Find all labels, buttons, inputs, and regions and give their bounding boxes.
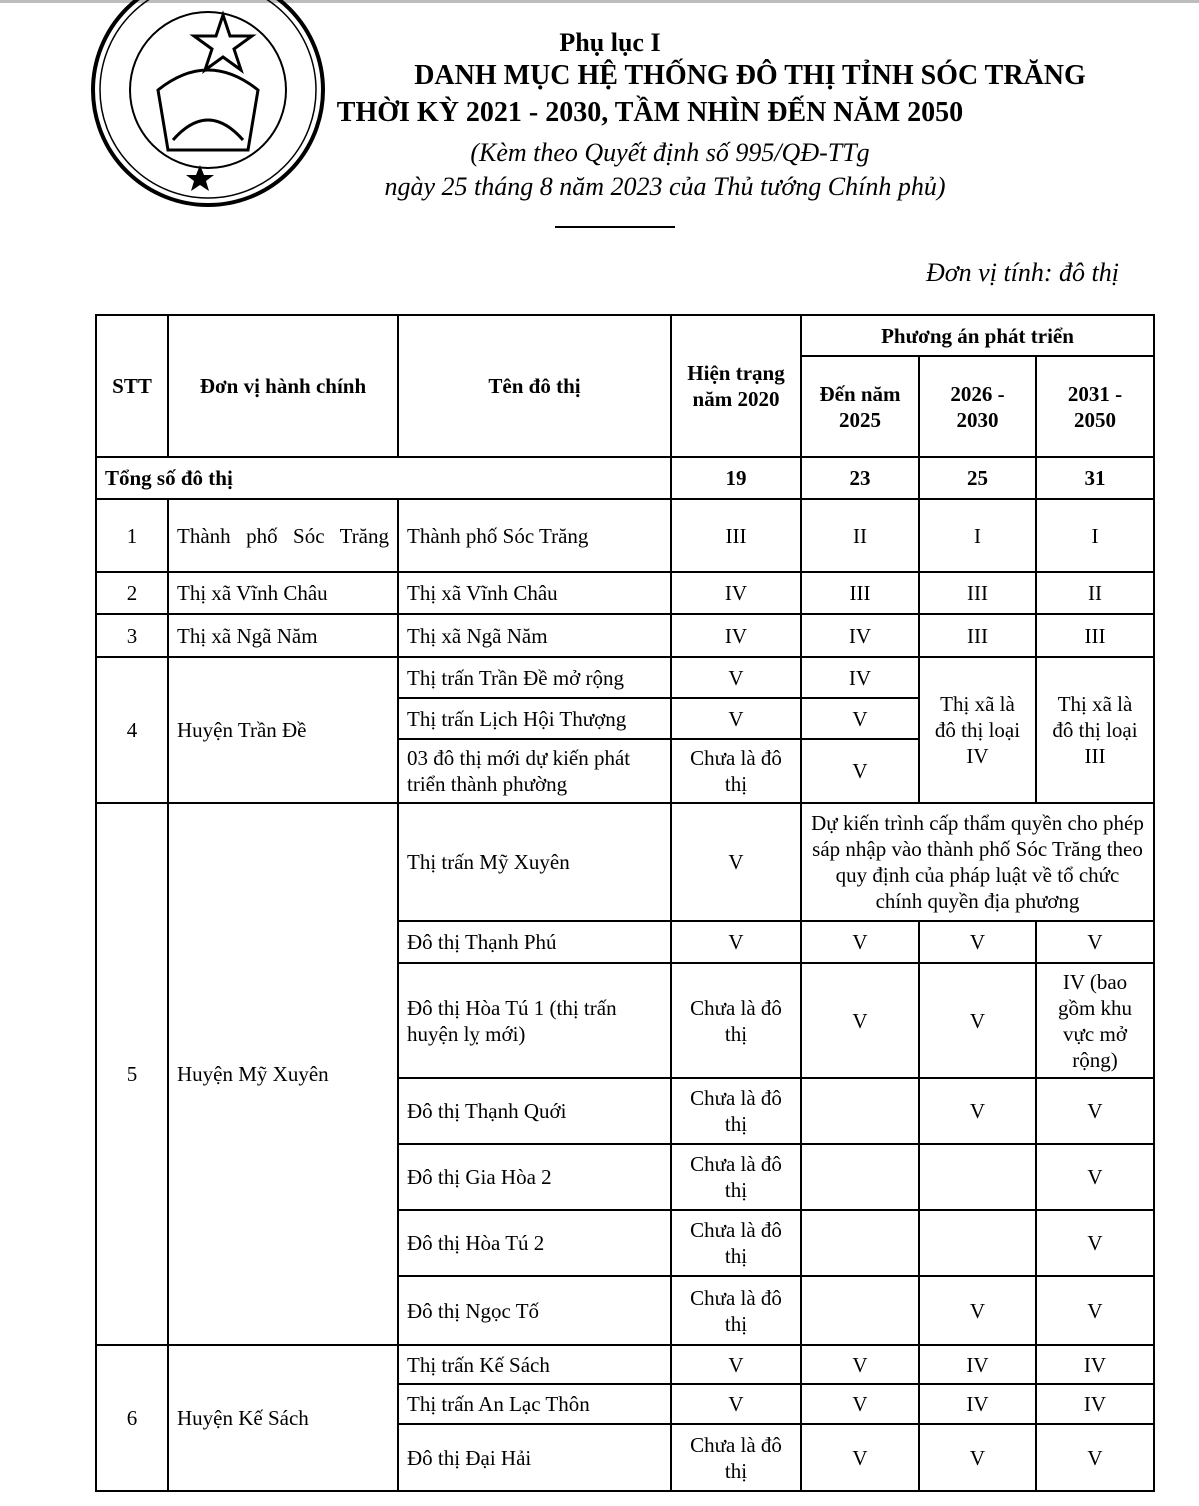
- cell: V: [1036, 1210, 1154, 1276]
- cell-merged: Thị xã là đô thị loại IV: [919, 657, 1036, 803]
- cell: Chưa là đô thị: [671, 1276, 801, 1345]
- cell: IV: [801, 657, 919, 698]
- cell-stt: 3: [96, 614, 168, 657]
- cell-name: Đô thị Thạnh Phú: [398, 921, 671, 963]
- cell: III: [919, 614, 1036, 657]
- header-by-2025: Đến năm 2025: [801, 356, 919, 457]
- cell: V: [801, 1384, 919, 1424]
- subtitle-line1: (Kèm theo Quyết định số 995/QĐ-TTg: [470, 138, 870, 167]
- cell-unit: Huyện Trần Đề: [168, 657, 398, 803]
- cell: V: [671, 921, 801, 963]
- table-row: [96, 572, 1154, 614]
- cell: Chưa là đô thị: [671, 739, 801, 803]
- cell: V: [1036, 921, 1154, 963]
- cell: V: [1036, 1144, 1154, 1210]
- cell-unit-text: Thành phố Sóc Trăng: [177, 523, 389, 548]
- cell: [801, 1144, 919, 1210]
- cell-stt: 6: [96, 1345, 168, 1491]
- cell: IV: [1036, 1384, 1154, 1424]
- table-row: [96, 657, 1154, 698]
- cell-stt: 4: [96, 657, 168, 803]
- unit-label: Đơn vị tính: đô thị: [926, 258, 1119, 287]
- cell-name: Đô thị Ngọc Tố: [398, 1276, 671, 1345]
- cell-name: 03 đô thị mới dự kiến phát triển thành phường: [398, 739, 671, 803]
- table-row: [96, 614, 1154, 657]
- cell: V: [801, 963, 919, 1078]
- subtitle-line2: ngày 25 tháng 8 năm 2023 của Thủ tướng Chính phủ): [384, 172, 946, 201]
- total-label: Tổng số đô thị: [96, 457, 671, 499]
- cell: V: [919, 963, 1036, 1078]
- cell: 23: [801, 457, 919, 499]
- total-row: [96, 457, 1154, 499]
- cell-merged-note: Dự kiến trình cấp thẩm quyền cho phép sáp nhập vào thành phố Sóc Trăng theo quy định của pháp luật về tổ chức chính quyền địa phương: [801, 803, 1154, 921]
- cell: V: [801, 1424, 919, 1491]
- cell-name: Đô thị Thạnh Quới: [398, 1078, 671, 1144]
- cell-name: Đô thị Đại Hải: [398, 1424, 671, 1491]
- cell: 25: [919, 457, 1036, 499]
- cell: [801, 1078, 919, 1144]
- cell: V: [671, 1345, 801, 1384]
- cell: V: [919, 1276, 1036, 1345]
- table-row: [96, 1345, 1154, 1384]
- cell-name: Thị trấn Kế Sách: [398, 1345, 671, 1384]
- cell: V: [801, 739, 919, 803]
- header-2031-2050: 2031 - 2050: [1036, 356, 1154, 457]
- cell-name: Thị trấn Trần Đề mở rộng: [398, 657, 671, 698]
- cell: Chưa là đô thị: [671, 1078, 801, 1144]
- cell: II: [1036, 572, 1154, 614]
- header-admin-unit: Đơn vị hành chính: [168, 315, 398, 457]
- cell: V: [1036, 1276, 1154, 1345]
- cell: IV: [671, 572, 801, 614]
- cell: V: [671, 657, 801, 698]
- cell: Chưa là đô thị: [671, 1210, 801, 1276]
- cell: V: [1036, 1424, 1154, 1491]
- cell: IV (bao gồm khu vực mở rộng): [1036, 963, 1154, 1078]
- cell: V: [919, 1078, 1036, 1144]
- header-development-plan: Phương án phát triển: [801, 315, 1154, 356]
- cell-unit: Thị xã Vĩnh Châu: [168, 572, 398, 614]
- appendix-label: Phụ lục I: [559, 28, 661, 57]
- document-title-line1: DANH MỤC HỆ THỐNG ĐÔ THỊ TỈNH SÓC TRĂNG: [414, 60, 1086, 91]
- cell: IV: [671, 614, 801, 657]
- header-2026-2030: 2026 - 2030: [919, 356, 1036, 457]
- cell-merged: Thị xã là đô thị loại III: [1036, 657, 1154, 803]
- cell-unit: [168, 499, 398, 572]
- cell-name: Đô thị Hòa Tú 2: [398, 1210, 671, 1276]
- cell: V: [919, 1424, 1036, 1491]
- cell: IV: [919, 1345, 1036, 1384]
- cell-name: Thành phố Sóc Trăng: [398, 499, 671, 572]
- cell-name: Thị trấn Lịch Hội Thượng: [398, 698, 671, 739]
- cell: Chưa là đô thị: [671, 1424, 801, 1491]
- cell: II: [801, 499, 919, 572]
- cell: 19: [671, 457, 801, 499]
- cell-unit: Thị xã Ngã Năm: [168, 614, 398, 657]
- cell: V: [671, 698, 801, 739]
- title-divider: [555, 226, 675, 228]
- cell-name: Thị xã Ngã Năm: [398, 614, 671, 657]
- cell: V: [671, 803, 801, 921]
- cell: IV: [919, 1384, 1036, 1424]
- cell-name: Đô thị Hòa Tú 1 (thị trấn huyện lỵ mới): [398, 963, 671, 1078]
- cell: I: [919, 499, 1036, 572]
- cell: III: [671, 499, 801, 572]
- cell-unit: Huyện Kế Sách: [168, 1345, 398, 1491]
- cell-name: Thị xã Vĩnh Châu: [398, 572, 671, 614]
- cell: [919, 1144, 1036, 1210]
- table-row: [96, 803, 1154, 921]
- cell: 31: [1036, 457, 1154, 499]
- header-stt: STT: [96, 315, 168, 457]
- cell: Chưa là đô thị: [671, 963, 801, 1078]
- document-title-line2: THỜI KỲ 2021 - 2030, TẦM NHÌN ĐẾN NĂM 2050: [336, 97, 964, 128]
- header-urban-name: Tên đô thị: [398, 315, 671, 457]
- cell: IV: [801, 614, 919, 657]
- cell: [919, 1210, 1036, 1276]
- cell: I: [1036, 499, 1154, 572]
- cell: V: [671, 1384, 801, 1424]
- urban-system-table: [95, 314, 1155, 1492]
- table-row: [96, 499, 1154, 572]
- cell-stt: 5: [96, 803, 168, 1345]
- cell: III: [919, 572, 1036, 614]
- cell-unit: Huyện Mỹ Xuyên: [168, 803, 398, 1345]
- cell-name: Thị trấn An Lạc Thôn: [398, 1384, 671, 1424]
- cell: V: [1036, 1078, 1154, 1144]
- cell: Chưa là đô thị: [671, 1144, 801, 1210]
- cell: V: [801, 1345, 919, 1384]
- cell: V: [801, 698, 919, 739]
- cell-stt: 1: [96, 499, 168, 572]
- cell: V: [801, 921, 919, 963]
- header-current-2020: Hiện trạng năm 2020: [671, 315, 801, 457]
- cell-name: Thị trấn Mỹ Xuyên: [398, 803, 671, 921]
- cell: IV: [1036, 1345, 1154, 1384]
- cell: III: [1036, 614, 1154, 657]
- cell-name: Đô thị Gia Hòa 2: [398, 1144, 671, 1210]
- cell: V: [919, 921, 1036, 963]
- cell: [801, 1276, 919, 1345]
- table-header-row: [96, 315, 1154, 356]
- cell-stt: 2: [96, 572, 168, 614]
- cell: III: [801, 572, 919, 614]
- cell: [801, 1210, 919, 1276]
